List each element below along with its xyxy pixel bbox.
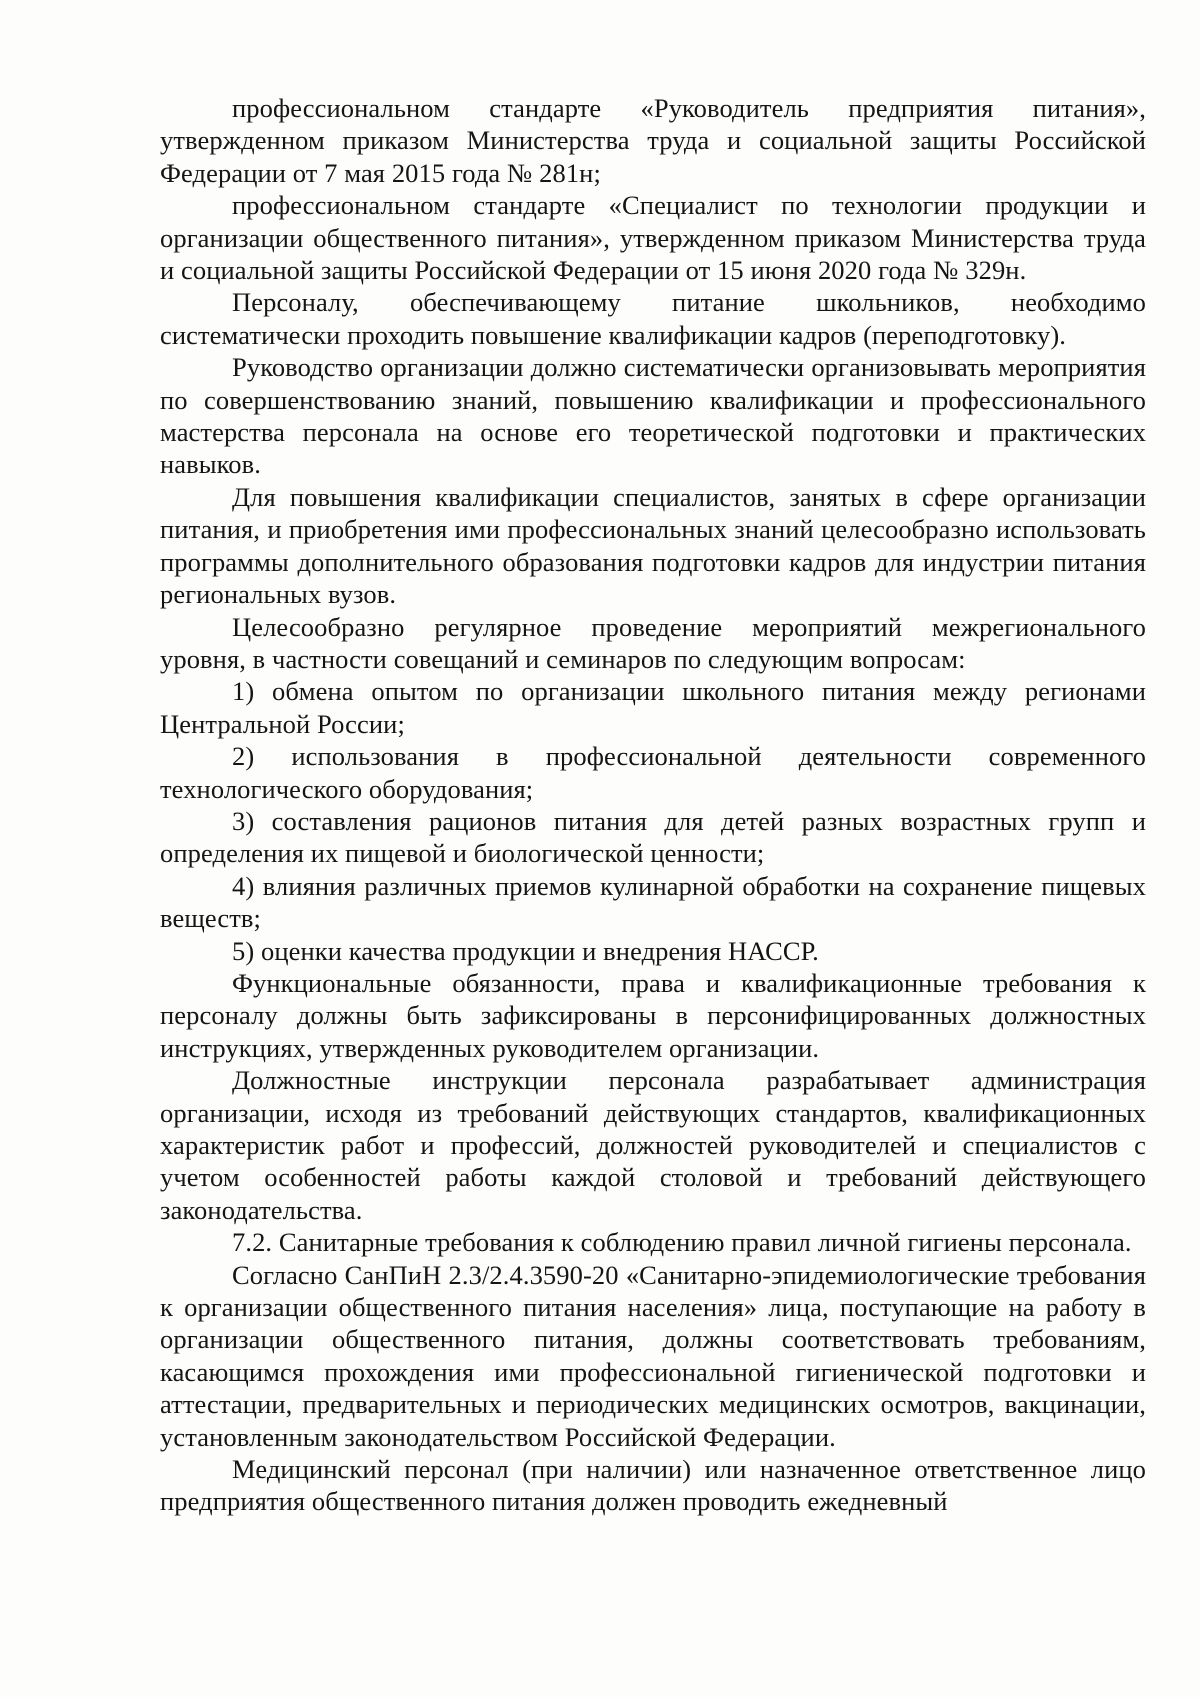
paragraph-standard-manager: профессиональном стандарте «Руководитель предприятия питания», утвержденном приказом Министерства труда и социальной защиты Российской Федерации от 7 мая 2015 года № 281н; bbox=[160, 93, 1146, 188]
paragraph-instructions-development: Должностные инструкции персонала разрабатывает администрация организации, исходя из требований действующих стандартов, квалификационных характеристик работ и профессий, должностей руководителей и специалистов с учетом особенностей работы каждой столовой и требований действующего законодательства. bbox=[160, 1065, 1146, 1225]
paragraph-staff-training: Персоналу, обеспечивающему питание школьников, необходимо систематически проходить повышение квалификации кадров (переподготовку). bbox=[160, 287, 1146, 350]
section-heading-7-2: 7.2. Санитарные требования к соблюдению правил личной гигиены персонала. bbox=[232, 1227, 1132, 1258]
list-item-4: 4) влияния различных приемов кулинарной обработки на сохранение пищевых веществ; bbox=[160, 870, 1146, 934]
list-item-2: 2) использования в профессиональной деятельности современного технологического оборудования; bbox=[160, 741, 1146, 804]
paragraph-standard-technologist: профессиональном стандарте «Специалист по технологии продукции и организации общественного питания», утвержденном приказом Министерства труда и социальной защиты Российской Федерации от 15 июня 2020 года № 329н. bbox=[160, 190, 1146, 286]
paragraph-management-duties: Руководство организации должно систематически организовывать мероприятия по совершенствованию знаний, повышению квалификации и профессионального мастерства персонала на основе его теоретической подготовки и практических навыков. bbox=[160, 352, 1146, 480]
list-item-5: 5) оценки качества продукции и внедрения НАССР. bbox=[232, 935, 819, 966]
list-item-3: 3) составления рационов питания для детей разных возрастных групп и определения их пищевой и биологической ценности; bbox=[160, 805, 1146, 869]
paragraph-job-descriptions: Функциональные обязанности, права и квалификационные требования к персоналу должны быть зафиксированы в персонифицированных должностных инструкциях, утвержденных руководителем организации. bbox=[160, 967, 1146, 1063]
list-item-1: 1) обмена опытом по организации школьного питания между регионами Центральной России; bbox=[160, 676, 1146, 739]
paragraph-interregional-events: Целесообразно регулярное проведение мероприятий межрегионального уровня, в частности совещаний и семинаров по следующим вопросам: bbox=[160, 611, 1146, 674]
document-body bbox=[160, 92, 1146, 1518]
paragraph-sanpin-requirements: Согласно СанПиН 2.3/2.4.3590-20 «Санитарно-эпидемиологические требования к организации общественного питания населения» лица, поступающие на работу в организации общественного питания, должны соответствовать требованиям, касающимся прохождения ими профессиональной гигиенической подготовки и аттестации, предварительных и периодических медицинских осмотров, вакцинации, установленным законодательством Российской Федерации. bbox=[160, 1259, 1146, 1452]
paragraph-medical-staff: Медицинский персонал (при наличии) или назначенное ответственное лицо предприятия общественного питания должен проводить ежедневный bbox=[160, 1454, 1146, 1517]
paragraph-qualification-programs: Для повышения квалификации специалистов, занятых в сфере организации питания, и приобретения ими профессиональных знаний целесообразно использовать программы дополнительного образования подготовки кадров для индустрии питания региональных вузов. bbox=[160, 481, 1146, 610]
